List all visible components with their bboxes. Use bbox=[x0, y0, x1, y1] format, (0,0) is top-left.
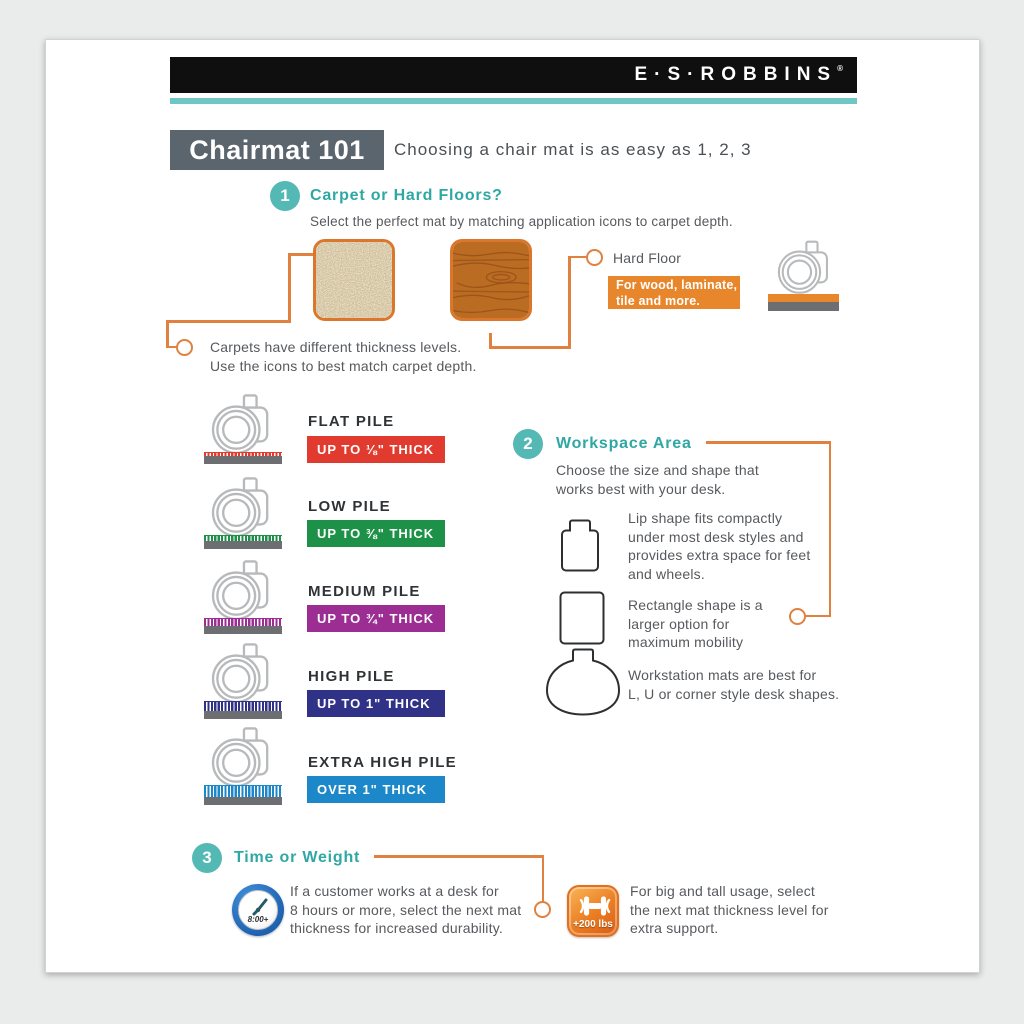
time-connector-node bbox=[534, 901, 551, 918]
page-subtitle: Choosing a chair mat is as easy as 1, 2, 3 bbox=[394, 140, 752, 159]
connector-line bbox=[568, 256, 571, 349]
extra-high-pile-icon bbox=[204, 727, 282, 805]
pile-spec-bar: UP TO ⅛" THICK bbox=[307, 436, 445, 463]
pile-base bbox=[204, 541, 282, 549]
pile-base bbox=[204, 626, 282, 634]
hard-floor-callout: For wood, laminate, tile and more. bbox=[608, 276, 740, 309]
hard-floor-label: Hard Floor bbox=[613, 250, 682, 266]
pile-title: FLAT PILE bbox=[308, 413, 395, 430]
teal-divider bbox=[170, 98, 857, 104]
page-title: Chairmat 101 bbox=[170, 130, 384, 170]
connector-line bbox=[542, 855, 545, 901]
hard-floor-caster-icon bbox=[772, 240, 839, 294]
pile-spec-bar: UP TO 1" THICK bbox=[307, 690, 445, 717]
rectangle-shape-text: Rectangle shape is a larger option for maximum mobility bbox=[628, 597, 763, 650]
workstation-shape-text: Workstation mats are best for L, U or corner style desk shapes. bbox=[628, 667, 840, 702]
brand-logo: E·S·ROBBINS® bbox=[634, 64, 843, 85]
pile-spec-bar: OVER 1" THICK bbox=[307, 776, 445, 803]
connector-line bbox=[166, 320, 169, 348]
hard-floor-connector-node bbox=[586, 249, 603, 266]
high-pile-icon bbox=[204, 643, 282, 719]
section-1-heading: Carpet or Hard Floors? bbox=[310, 187, 503, 204]
step-3-badge: 3 bbox=[192, 843, 222, 873]
infographic-sheet bbox=[45, 39, 980, 973]
clock-icon bbox=[232, 884, 284, 936]
clock-label: 8:00+ bbox=[247, 915, 269, 924]
carpet-note-connector-node bbox=[176, 339, 193, 356]
weight-text: For big and tall usage, select the next mat thickness level for extra support. bbox=[630, 883, 829, 936]
connector-line bbox=[489, 346, 570, 349]
lip-shape-icon bbox=[560, 519, 600, 573]
carpet-note-line1: Carpets have different thickness levels. bbox=[210, 339, 462, 355]
flat-pile-icon bbox=[204, 394, 282, 464]
pile-base bbox=[204, 797, 282, 805]
pile-base bbox=[204, 456, 282, 464]
section-1-intro: Select the perfect mat by matching application icons to carpet depth. bbox=[310, 214, 733, 229]
rectangle-shape-icon bbox=[559, 591, 605, 645]
time-text: If a customer works at a desk for 8 hours or more, select the next mat thickness for increased durability. bbox=[290, 883, 522, 936]
weight-icon bbox=[567, 885, 619, 937]
hard-floor-mat-layer bbox=[768, 294, 839, 302]
step-2-badge: 2 bbox=[513, 429, 543, 459]
pile-base bbox=[204, 711, 282, 719]
pile-spec-bar: UP TO ¾" THICK bbox=[307, 605, 445, 632]
carpet-sample-image bbox=[313, 239, 395, 321]
section-2-intro: Choose the size and shape that works best with your desk. bbox=[556, 462, 759, 497]
connector-line bbox=[805, 615, 831, 618]
connector-line bbox=[829, 441, 832, 617]
connector-line bbox=[288, 253, 291, 322]
clock-face bbox=[238, 890, 278, 930]
connector-line bbox=[489, 333, 492, 348]
workspace-connector-node bbox=[789, 608, 806, 625]
workstation-shape-icon bbox=[545, 648, 621, 716]
pile-title: EXTRA HIGH PILE bbox=[308, 754, 457, 771]
lip-shape-text: Lip shape fits compactly under most desk styles and provides extra space for feet and wheels. bbox=[628, 510, 811, 582]
low-pile-icon bbox=[204, 477, 282, 549]
pile-spec-bar: UP TO ⅜" THICK bbox=[307, 520, 445, 547]
section-3-heading: Time or Weight bbox=[234, 849, 361, 866]
carpet-note-line2: Use the icons to best match carpet depth. bbox=[210, 358, 477, 374]
medium-pile-icon bbox=[204, 560, 282, 634]
pile-title: HIGH PILE bbox=[308, 668, 395, 685]
connector-line bbox=[374, 855, 544, 858]
connector-line bbox=[166, 320, 291, 323]
hard-floor-base-layer bbox=[768, 302, 839, 311]
weight-label: +200 lbs bbox=[573, 919, 613, 930]
section-2-heading: Workspace Area bbox=[556, 435, 692, 452]
connector-line bbox=[706, 441, 831, 444]
connector-line bbox=[288, 253, 313, 256]
connector-line bbox=[570, 256, 587, 259]
brand-header-bar bbox=[170, 57, 857, 93]
pile-title: MEDIUM PILE bbox=[308, 583, 421, 600]
wood-floor-sample-image bbox=[450, 239, 532, 321]
pile-title: LOW PILE bbox=[308, 498, 391, 515]
step-1-badge: 1 bbox=[270, 181, 300, 211]
